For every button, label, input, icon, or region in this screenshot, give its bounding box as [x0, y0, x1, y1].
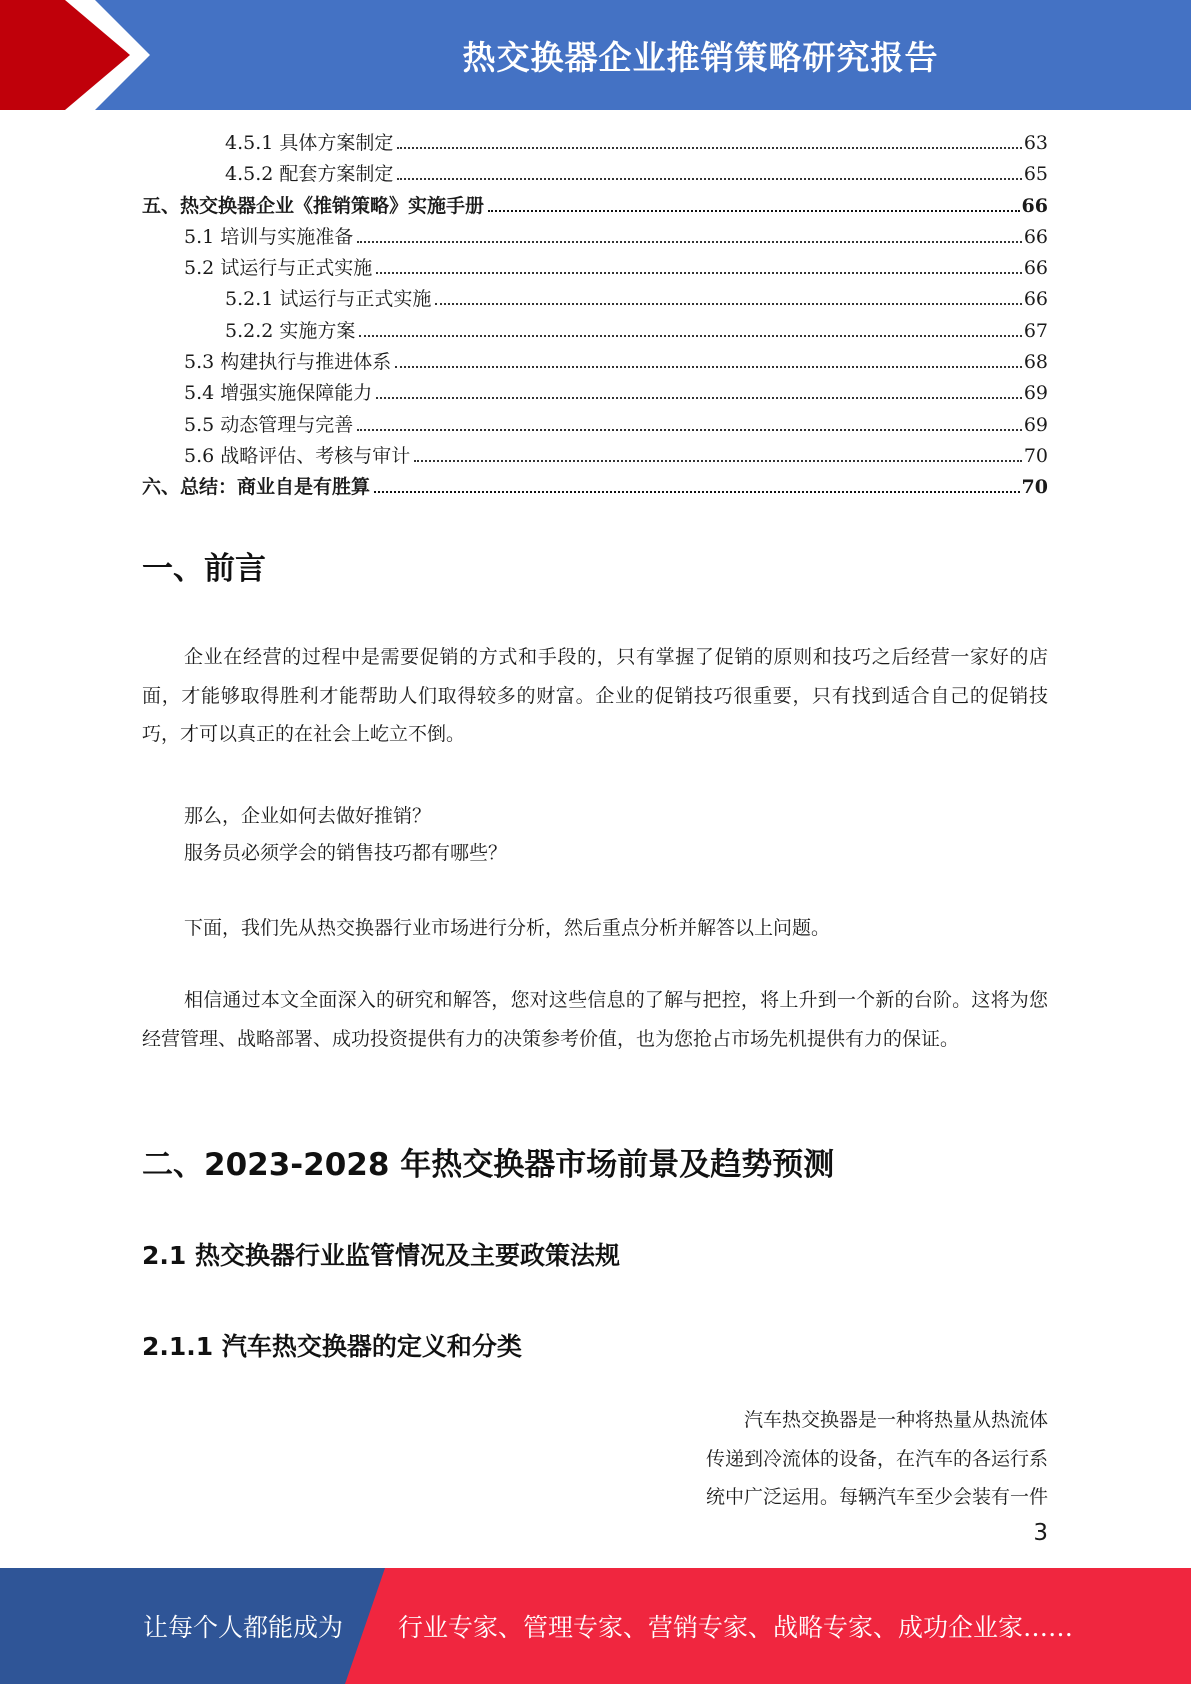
toc-entry-label: 5.4 增强实施保障能力 — [184, 382, 373, 405]
toc-entry-label: 六、总结：商业自是有胜算 — [142, 476, 371, 499]
toc-entry-label: 5.2.1 试运行与正式实施 — [225, 288, 432, 311]
toc-entry-page: 66 — [1021, 194, 1048, 217]
section-heading-preface: 一、前言 — [142, 551, 266, 587]
page-footer — [0, 1568, 1191, 1684]
toc-leader-dots — [435, 302, 1021, 305]
table-of-contents — [142, 128, 1048, 504]
preface-question-1: 那么，企业如何去做好推销？ — [184, 805, 432, 827]
preface-question-2: 服务员必须学会的销售技巧都有哪些？ — [184, 842, 508, 864]
toc-entry-label: 5.2.2 实施方案 — [225, 319, 356, 342]
toc-leader-dots — [374, 490, 1020, 493]
page-header — [0, 0, 1191, 110]
toc-leader-dots — [397, 146, 1021, 149]
toc-entry-page: 65 — [1023, 163, 1048, 186]
footer-slogan-left: 让每个人都能成为 — [143, 1613, 344, 1642]
toc-entry-label: 五、热交换器企业《推销策略》实施手册 — [142, 194, 485, 217]
toc-entry[interactable] — [142, 347, 1048, 378]
toc-entry-page: 66 — [1023, 225, 1048, 248]
toc-entry[interactable] — [142, 316, 1048, 347]
toc-entry-page: 70 — [1021, 476, 1048, 499]
toc-entry[interactable] — [142, 378, 1048, 409]
toc-entry-label: 5.5 动态管理与完善 — [184, 413, 354, 436]
toc-entry-page: 70 — [1023, 444, 1048, 467]
page-number: 3 — [1033, 1520, 1048, 1546]
toc-entry[interactable] — [142, 410, 1048, 441]
toc-entry-label: 5.1 培训与实施准备 — [184, 225, 354, 248]
toc-entry-label: 4.5.1 具体方案制定 — [225, 132, 394, 154]
toc-entry-page: 63 — [1023, 132, 1048, 154]
subsection-heading-regulation: 2.1 热交换器行业监管情况及主要政策法规 — [142, 1241, 620, 1270]
toc-entry[interactable] — [142, 222, 1048, 253]
toc-entry[interactable] — [142, 159, 1048, 190]
definition-paragraph — [668, 1401, 1048, 1517]
toc-entry[interactable] — [142, 472, 1048, 503]
preface-paragraph-2: 下面，我们先从热交换器行业市场进行分析，然后重点分析并解答以上问题。 — [184, 917, 831, 939]
toc-entry-page: 67 — [1023, 319, 1048, 342]
toc-leader-dots — [376, 271, 1022, 274]
toc-entry[interactable] — [142, 128, 1048, 159]
preface-paragraph-3: 相信通过本文全面深入的研究和解答，您对这些信息的了解与把控，将上升到一个新的台阶。这将为您经营管理、战略部署、成功投资提供有力的决策参考价值，也为您抢占市场先机提供有力的保证。 — [142, 989, 1048, 1050]
toc-leader-dots — [376, 396, 1022, 399]
toc-entry-page: 68 — [1023, 351, 1048, 374]
subsection-heading-definition: 2.1.1 汽车热交换器的定义和分类 — [142, 1332, 522, 1361]
toc-leader-dots — [395, 365, 1022, 368]
header-title: 热交换器企业推销策略研究报告 — [462, 37, 939, 77]
footer-slogan-right: 行业专家、管理专家、营销专家、战略专家、成功企业家…… — [398, 1613, 1074, 1642]
toc-entry-page: 69 — [1023, 382, 1048, 405]
toc-entry-page: 69 — [1023, 413, 1048, 436]
section-heading-market: 二、2023-2028 年热交换器市场前景及趋势预测 — [142, 1147, 835, 1183]
toc-leader-dots — [357, 240, 1022, 243]
toc-entry[interactable] — [142, 191, 1048, 222]
header-arrow-icon — [0, 0, 160, 110]
definition-line: 统中广泛运用。每辆汽车至少会装有一件 — [705, 1486, 1048, 1508]
toc-leader-dots — [414, 459, 1022, 462]
toc-leader-dots — [488, 209, 1020, 212]
toc-entry[interactable] — [142, 441, 1048, 472]
toc-leader-dots — [359, 334, 1021, 337]
toc-leader-dots — [397, 177, 1021, 180]
toc-entry[interactable] — [142, 253, 1048, 284]
toc-entry[interactable] — [142, 284, 1048, 315]
preface-paragraph-1: 企业在经营的过程中是需要促销的方式和手段的，只有掌握了促销的原则和技巧之后经营一家好的店面，才能够取得胜利才能帮助人们取得较多的财富。企业的促销技巧很重要，只有找到适合自己的促销技巧，才可以真正的在社会上屹立不倒。 — [142, 646, 1048, 745]
toc-leader-dots — [357, 428, 1022, 431]
toc-entry-label: 5.6 战略评估、考核与审计 — [184, 444, 411, 467]
toc-entry-page: 66 — [1023, 257, 1048, 280]
toc-entry-page: 66 — [1023, 288, 1048, 311]
toc-entry-label: 5.3 构建执行与推进体系 — [184, 351, 392, 374]
toc-entry-label: 5.2 试运行与正式实施 — [184, 257, 373, 280]
definition-line: 传递到冷流体的设备，在汽车的各运行系 — [705, 1447, 1048, 1470]
toc-entry-label: 4.5.2 配套方案制定 — [225, 163, 394, 186]
definition-line: 汽车热交换器是一种将热量从热流体 — [743, 1409, 1048, 1431]
